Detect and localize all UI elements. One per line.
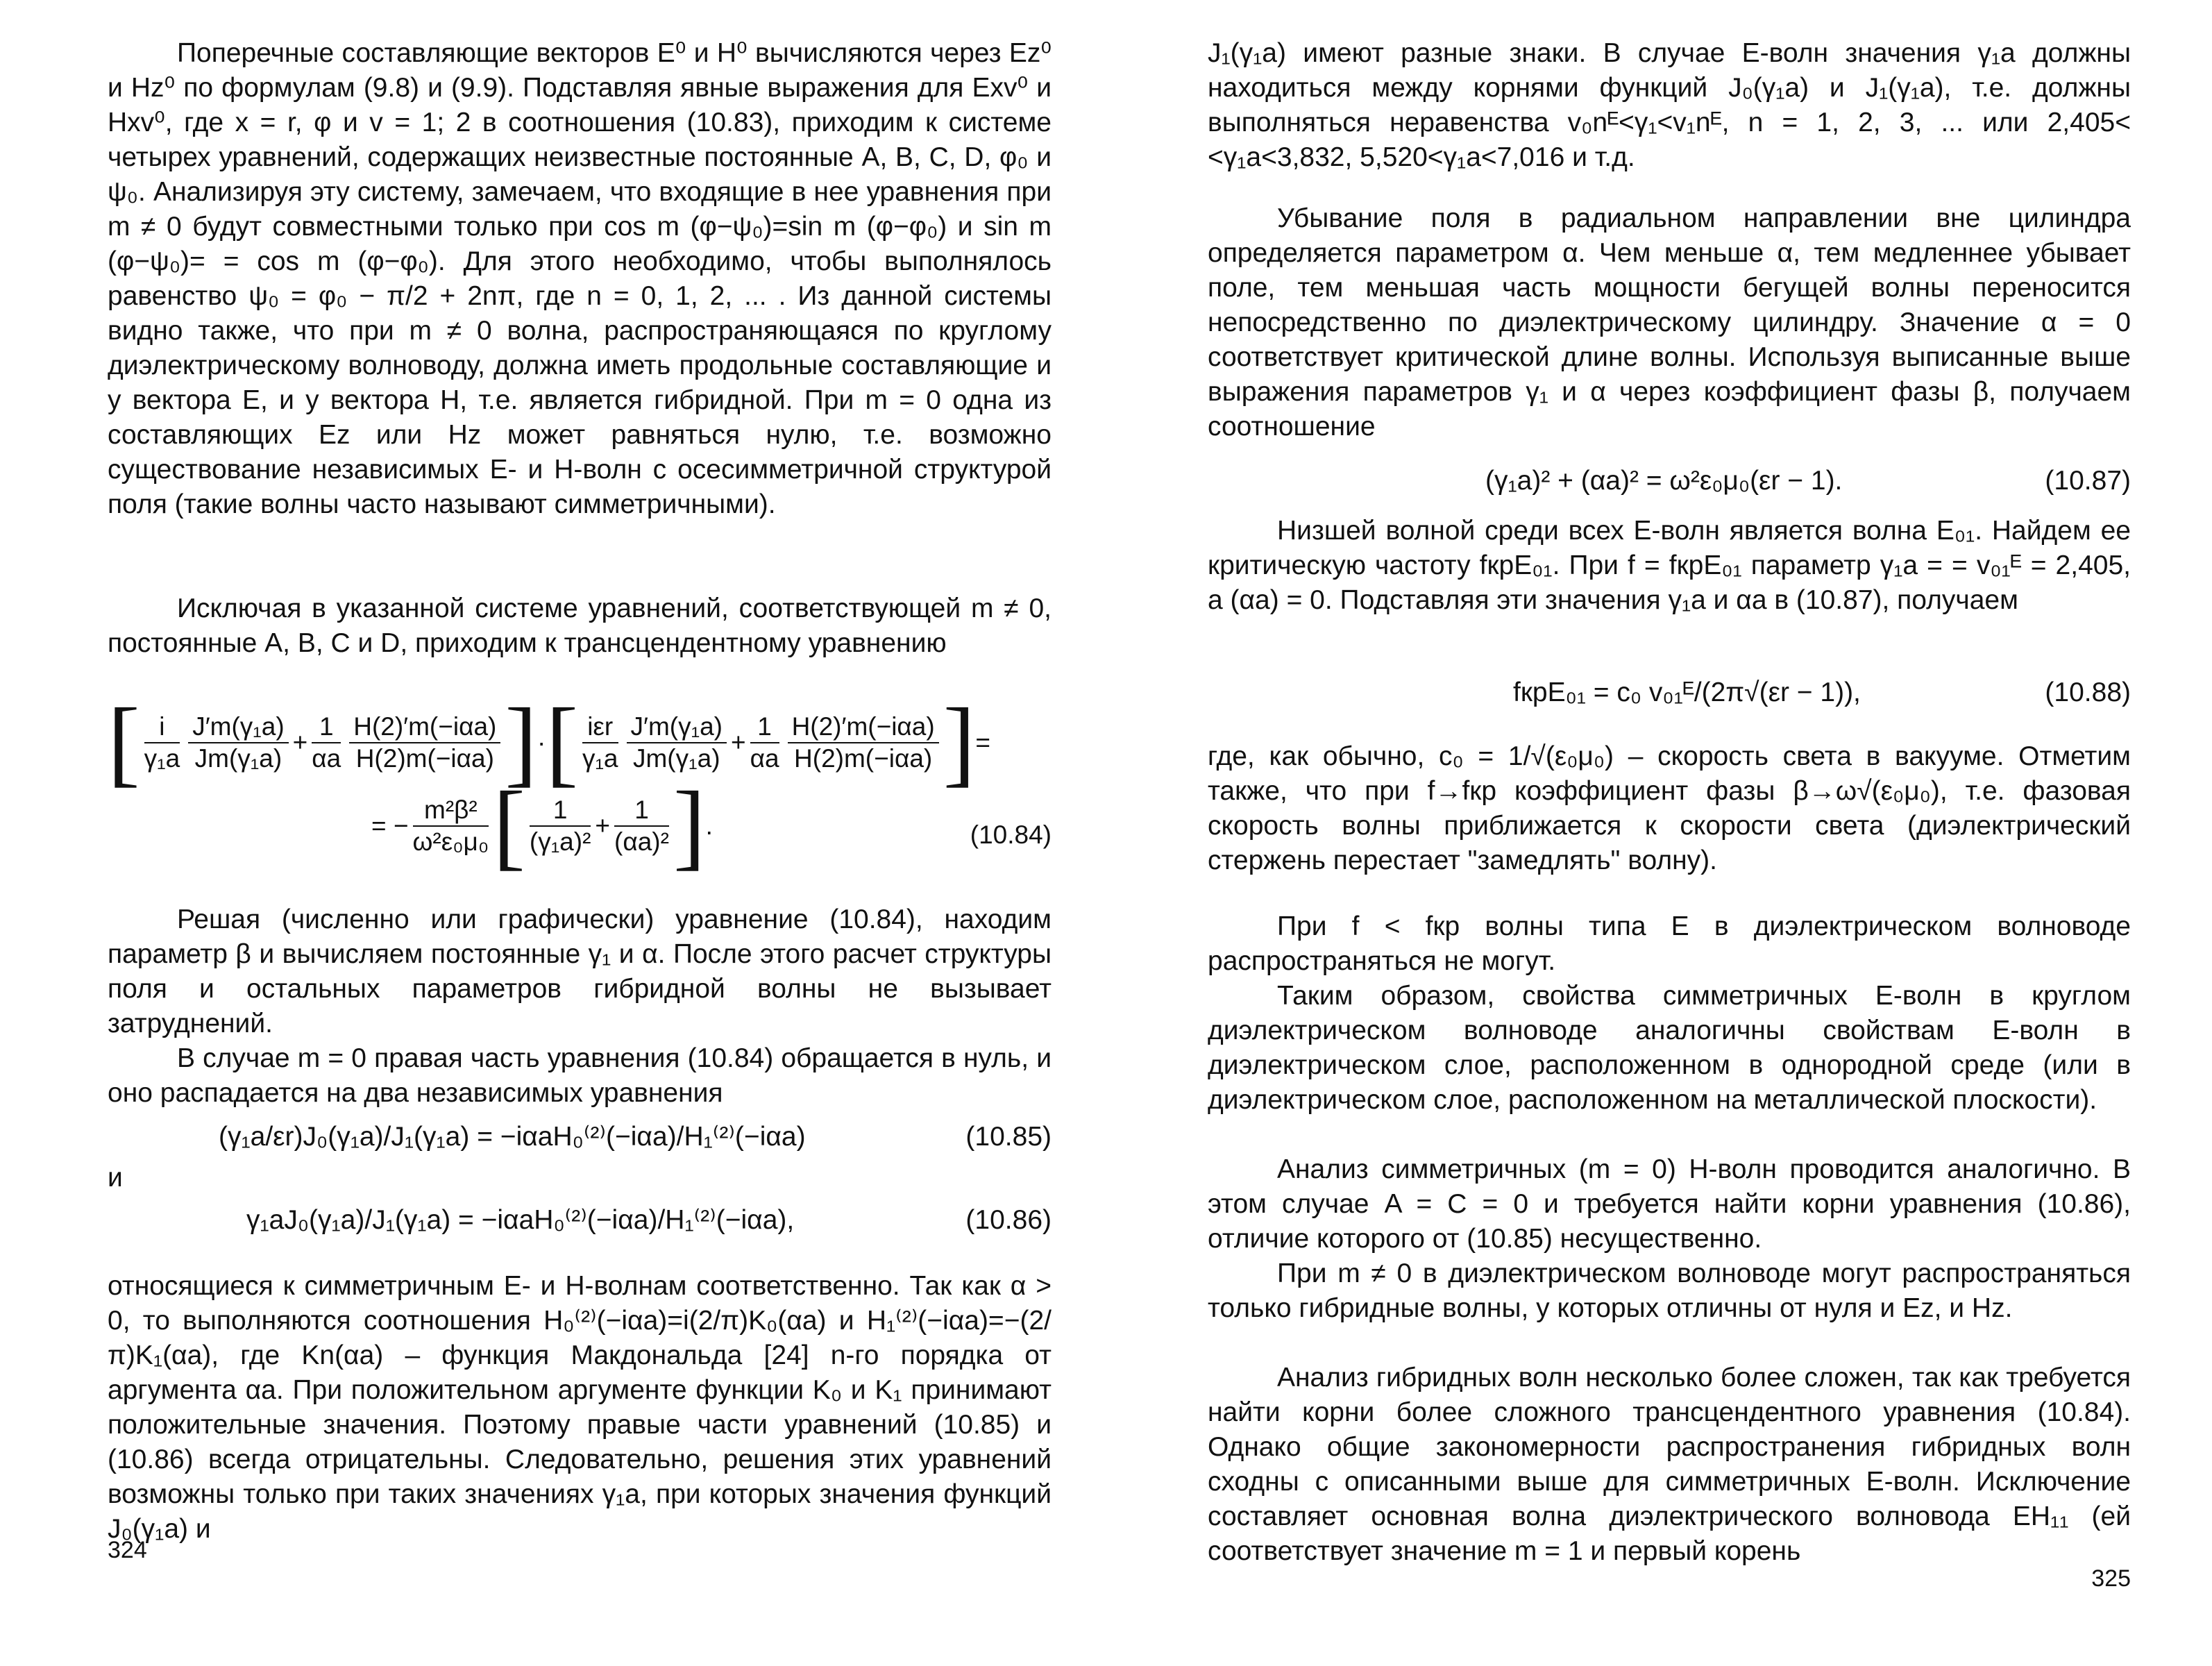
conjunction: и <box>108 1163 123 1193</box>
paragraph: Убывание поля в радиальном направлении вне цилиндра определяется параметром α. Чем меньше α, тем медленнее убывает поле, тем меньшая часть мощности бегущей волны переносится непосредственно по диэлектрическому цилиндру. Значение α = 0 соответствует критической длине волны. Используя выписанные выше выражения параметров γ₁ и α через коэффициент фазы β, получаем соотношение <box>1208 203 2131 441</box>
paragraph: При m ≠ 0 в диэлектрическом волноводе могут распространяться только гибридные волны, у которых отличны от нуля и Ez, и Hz. <box>1208 1259 2131 1323</box>
right-page <box>1208 0 2131 1666</box>
paragraph: J₁(γ₁a) имеют разные знаки. В случае E-волн значения γ₁a должны находиться между корнями функций J₀(γ₁a) и J₁(γ₁a), т.е. должны выполняться неравенства v₀nᴱ<γ₁<v₁nᴱ, n = 1, 2, 3, ... или 2,405< <γ₁a<3,832, 5,520<γ₁a<7,016 и т.д. <box>1208 38 2131 172</box>
paragraph: Поперечные составляющие векторов E⁰ и H⁰ вычисляются через Ez⁰ и Hz⁰ по формулам (9.8) и (9.9). Подставляя явные выражения для Exv⁰ и Hxv⁰, где x = r, φ и v = 1; 2 в соотношения (10.83), приходим к системе четырех уравнений, содержащих неизвестные постоянные A, B, C, D, φ₀ и ψ₀. Анализируя эту систему, замечаем, что входящие в нее уравнения при m ≠ 0 будут совместными только при cos m (φ−ψ₀)=sin m (φ−φ₀) и sin m (φ−ψ₀)= = cos m (φ−φ₀). Для этого необходимо, чтобы выполнялось равенство ψ₀ = φ₀ − π/2 + 2nπ, где n = 0, 1, 2, ... . Из данной системы видно также, что при m ≠ 0 волна, распространяющаяся по круглому диэлектрическому волноводу, должна иметь продольные составляющие и у вектора E, и у вектора H, т.е. является гибридной. При m = 0 одна из составляющих Ez или Hz может равняться нулю, т.е. возможно существование независимых E- и H-волн с осесимметричной структурой поля (такие волны часто называют симметричными). <box>108 38 1052 519</box>
equation-10-88: fкрE₀₁ = c₀ v₀₁ᴱ/(2π√(εr − 1)), (10.88) <box>1513 678 2131 707</box>
equation-rhs: = − $\frac{\text{m²β²}}{\text{ω²ε₀μ₀}}$ [ $\frac{1}{\text{(γ₁a)²}}$ + $\frac{1}{\text{(αa)²}}$ ] . <box>371 772 713 880</box>
paragraph: При f < fкр волны типа E в диэлектрическом волноводе распространяться не могут. <box>1208 911 2131 976</box>
equation-10-86: γ₁aJ₀(γ₁a)/J₁(γ₁a) = −iαaH₀⁽²⁾(−iαa)/H₁⁽²⁾(−iαa), (10.86) <box>246 1205 1052 1235</box>
equation-lhs: [ $\frac{i}{\text{γ₁a}}$ $\frac{\text{J′m(γ₁a)}}{\text{Jm(γ₁a)}}$ + $\frac{1}{\alpha a}$ $\frac{\text{H(2)′m(−iαa)}}{\text{H(2)m(−iαa)}}$ ] · [ $\frac{\text{iεr}}{\text{γ₁a}}$ $\frac{\text{J′m(γ₁a)}}{\text{Jm(γ₁a)}}$ + $\frac{1}{\alpha a}$ $\frac{\text{H(2)′m(−iαa)}}{\text{H(2)m(−iαa)}}$ ] = <box>108 689 990 796</box>
paragraph: Таким образом, свойства симметричных E-волн в круглом диэлектрическом волноводе аналогичны свойствам E-волн в диэлектрическом слое, расположенном в однородной среде (или в диэлектрическом слое, расположенном на металлической плоскости). <box>1208 981 2131 1115</box>
page-number: 324 <box>108 1537 147 1563</box>
left-page <box>108 0 1052 1666</box>
paragraph: Анализ симметричных (m = 0) H-волн проводится аналогично. В этом случае A = C = 0 и требуется найти корни уравнения (10.86), отличие которого от (10.85) несущественно. <box>1208 1154 2131 1254</box>
paragraph: Исключая в указанной системе уравнений, соответствующей m ≠ 0, постоянные A, B, C и D, приходим к трансцендентному уравнению <box>108 594 1052 658</box>
equation-10-84 <box>108 689 1052 880</box>
paragraph: Решая (численно или графически) уравнение (10.84), находим параметр β и вычисляем постоянные γ₁ и α. После этого расчет структуры поля и остальных параметров гибридной волны не вызывает затруднений. <box>108 904 1052 1038</box>
paragraph: относящиеся к симметричным E- и H-волнам соответственно. Так как α > 0, то выполняются соотношения H₀⁽²⁾(−iαa)=i(2/π)K₀(αa) и H₁⁽²⁾(−iαa)=−(2/π)K₁(αa), где Kn(αa) – функция Макдональда [24] n-го порядка от аргумента αa. При положительном аргументе функции K₀ и K₁ принимают положительные значения. Поэтому правые части уравнений (10.85) и (10.86) всегда отрицательны. Следовательно, решения этих уравнений возможны только при таких значениях γ₁a, при которых значения функций J₀(γ₁a) и <box>108 1271 1052 1544</box>
equation-10-87: (γ₁a)² + (αa)² = ω²ε₀μ₀(εr − 1). (10.87) <box>1485 466 2131 496</box>
equation-number: (10.84) <box>970 821 1052 849</box>
page-number: 325 <box>2091 1565 2131 1592</box>
paragraph: Низшей волной среди всех E-волн является волна E₀₁. Найдем ее критическую частоту fкрE₀₁. При f = fкрE₀₁ параметр γ₁a = = v₀₁ᴱ = 2,405, а (αa) = 0. Подставляя эти значения γ₁a и αa в (10.87), получаем <box>1208 516 2131 615</box>
paragraph: В случае m = 0 правая часть уравнения (10.84) обращается в нуль, и оно распадается на два независимых уравнения <box>108 1043 1052 1108</box>
paragraph: где, как обычно, c₀ = 1/√(ε₀μ₀) – скорость света в вакууме. Отметим также, что при f→fкр коэффициент фазы β→ω√(ε₀μ₀), т.е. фазовая скорость волны приближается к скорости света (диэлектрический стержень перестает "замедлять" волну). <box>1208 741 2131 875</box>
paragraph: Анализ гибридных волн несколько более сложен, так как требуется найти корни более сложного трансцендентного уравнения (10.84). Однако общие закономерности распространения гибридных волн сходны с описанными выше для симметричных E-волн. Исключение составляет основная волна диэлектрического волновода EH₁₁ (ей соответствует значение m = 1 и первый корень <box>1208 1363 2131 1566</box>
equation-10-85: (γ₁a/εr)J₀(γ₁a)/J₁(γ₁a) = −iαaH₀⁽²⁾(−iαa)/H₁⁽²⁾(−iαa) (10.85) <box>219 1122 1052 1152</box>
